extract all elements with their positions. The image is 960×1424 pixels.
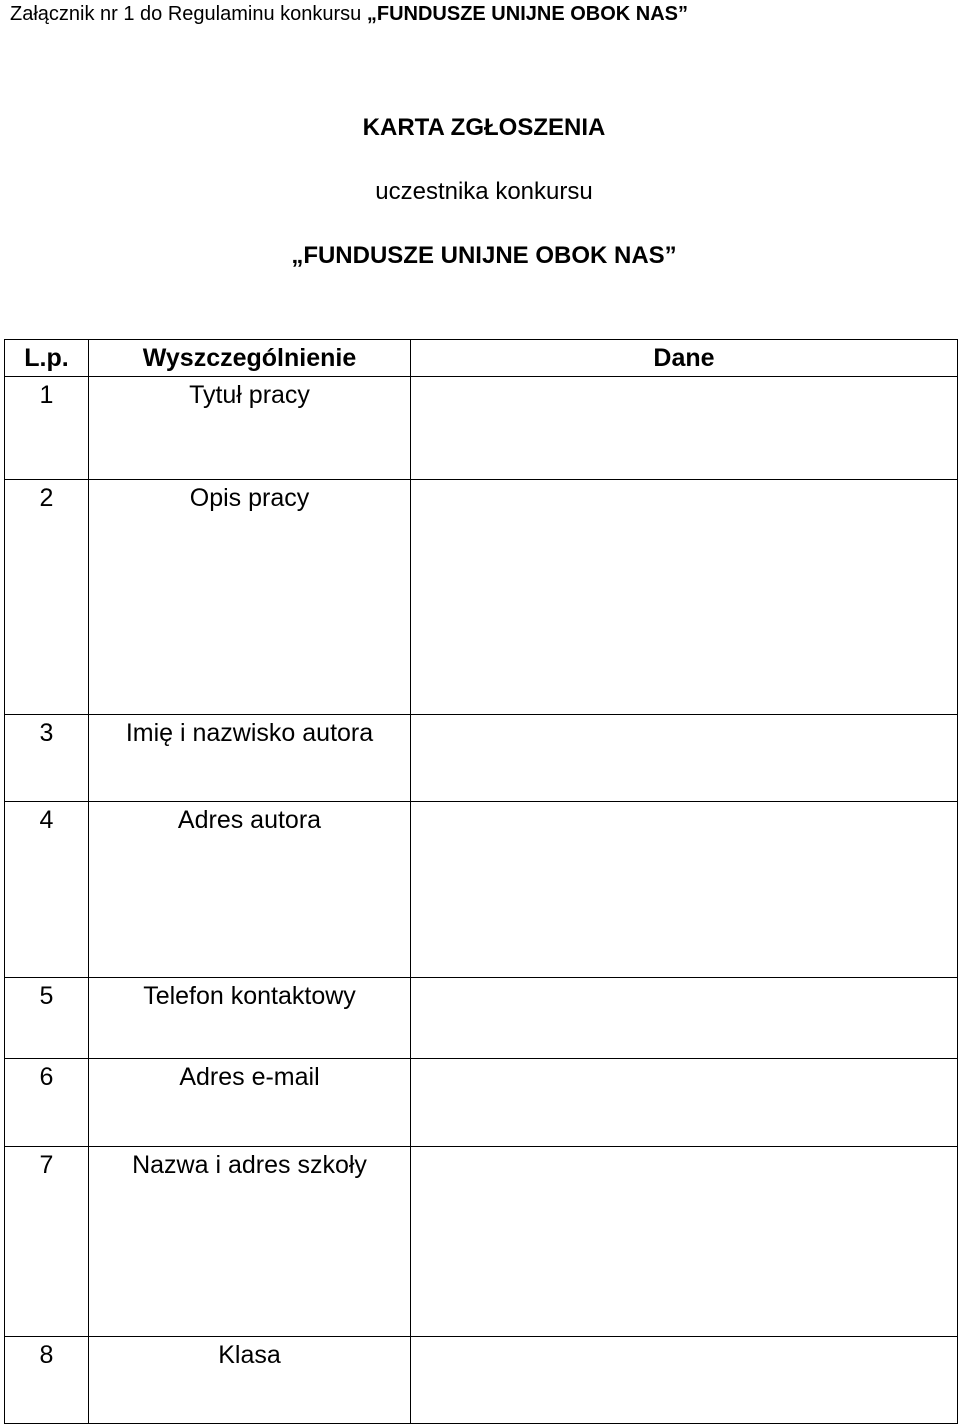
school-field[interactable] — [411, 1147, 958, 1337]
table-row — [5, 1147, 958, 1337]
table-row — [5, 715, 958, 802]
table-row — [5, 978, 958, 1059]
row-label: Adres autora — [89, 802, 411, 978]
row-label: Imię i nazwisko autora — [89, 715, 411, 802]
form-subtitle: uczestnika konkursu — [375, 178, 593, 205]
class-field[interactable] — [411, 1337, 958, 1424]
work-description-field[interactable] — [411, 480, 958, 715]
table-row — [5, 1337, 958, 1424]
author-address-field[interactable] — [411, 802, 958, 978]
row-number: 4 — [5, 802, 89, 978]
form-title: KARTA ZGŁOSZENIA — [362, 114, 606, 141]
row-number: 6 — [5, 1059, 89, 1147]
row-number: 2 — [5, 480, 89, 715]
row-number: 7 — [5, 1147, 89, 1337]
column-header-lp: L.p. — [5, 340, 89, 377]
application-form-table — [4, 339, 958, 1424]
annex-prefix: Załącznik nr 1 do Regulaminu konkursu — [10, 3, 367, 25]
author-name-field[interactable] — [411, 715, 958, 802]
row-label: Klasa — [89, 1337, 411, 1424]
phone-field[interactable] — [411, 978, 958, 1059]
table-header-row — [5, 340, 958, 377]
table-row — [5, 802, 958, 978]
email-field[interactable] — [411, 1059, 958, 1147]
table-row — [5, 1059, 958, 1147]
row-number: 5 — [5, 978, 89, 1059]
annex-competition: „FUNDUSZE UNIJNE OBOK NAS” — [366, 3, 688, 25]
row-label: Opis pracy — [89, 480, 411, 715]
row-number: 8 — [5, 1337, 89, 1424]
column-header-description: Wyszczególnienie — [89, 340, 411, 377]
row-label: Adres e-mail — [89, 1059, 411, 1147]
row-number: 1 — [5, 377, 89, 480]
work-title-field[interactable] — [411, 377, 958, 480]
row-number: 3 — [5, 715, 89, 802]
row-label: Tytuł pracy — [89, 377, 411, 480]
column-header-data: Dane — [411, 340, 958, 377]
table-row — [5, 480, 958, 715]
annex-note — [10, 0, 688, 28]
table-row — [5, 377, 958, 480]
row-label: Nazwa i adres szkoły — [89, 1147, 411, 1337]
competition-name: „FUNDUSZE UNIJNE OBOK NAS” — [291, 242, 677, 269]
row-label: Telefon kontaktowy — [89, 978, 411, 1059]
